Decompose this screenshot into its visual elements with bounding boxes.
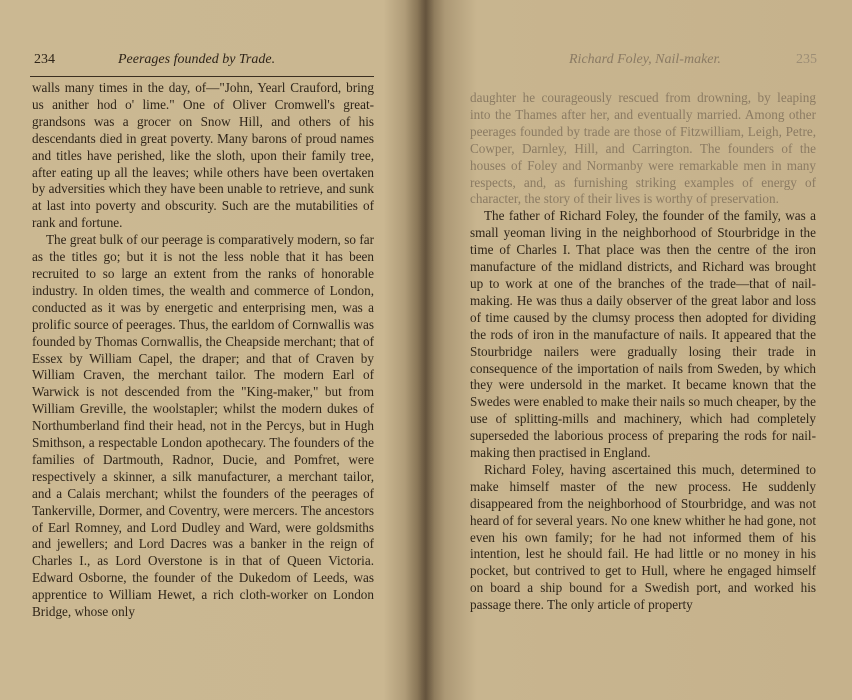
header-rule bbox=[30, 76, 374, 77]
paragraph: daughter he courageously rescued from drowning, by leaping into the Thames after her, and eventually married. Among other peerages founded by trade are those of Fitzwilliam, Leigh, Petre, Cowper, Darnley, Hill, and Carrington. The founders of the houses of Foley and Normanby were remarkable men in many respects, and, as furnishing striking examples of energy of character, the story of their lives is worthy of preservation. bbox=[470, 90, 816, 207]
paragraph: walls many times in the day, of—"John, Yearl Crauford, bring us anither hod o' lime." One of Oliver Cromwell's great-grandsons was a grocer on Snow Hill, and others of his descendants died in great poverty. Many barons of proud names and titles have perished, like the sloth, upon their family tree, after eating up all the leaves; while others have been overtaken by adversities which they have been unable to retrieve, and sunk at last into poverty and obscurity. Such are the mutabilities of rank and fortune. bbox=[32, 80, 374, 231]
left-page bbox=[0, 0, 418, 700]
paragraph: The great bulk of our peerage is comparatively modern, so far as the titles go; but it is not the less noble that it has been recruited to so large an extent from the ranks of honorable industry. In olden times, the wealth and commerce of London, conducted as it was by energetic and enterprising men, was a prolific source of peerages. Thus, the earldom of Cornwallis was founded by Thomas Cornwallis, the Cheapside merchant; that of Essex by William Capel, the draper; and that of Craven by William Craven, the merchant tailor. The modern Earl of Warwick is not descended from the "King-maker," but from William Greville, the woolstapler; whilst the modern dukes of Northumberland find their head, not in the Percys, but in Hugh Smithson, a respectable London apothecary. The founders of the families of Dartmouth, Radnor, Ducie, and Pomfret, were respectively a skinner, a silk manufacturer, a merchant tailor, and a Calais merchant; whilst the founders of the peerages of Tankerville, Dormer, and Coventry, were mercers. The ancestors of Earl Romney, and Lord Dudley and Ward, were goldsmiths and jewellers; and Lord Dacres was a banker in the reign of Charles I., as Lord Overstone is in that of Queen Victoria. Edward Osborne, the founder of the Dukedom of Leeds, was apprentice to William Hewet, a rich cloth-worker on London Bridge, whose only bbox=[32, 232, 374, 620]
paragraph: Richard Foley, having ascertained this much, determined to make himself master of the new process. He suddenly disappeared from the neighborhood of Stourbridge, and was not heard of for several years. No one knew whither he had gone, not even his own family; for he had not informed them of his intention, lest he should fail. He had little or no money in his pocket, but contrived to get to Hull, where he engaged himself on board a ship bound for a Swedish port, and worked his passage there. The only article of property bbox=[470, 461, 816, 613]
right-page-number: 235 bbox=[796, 52, 817, 67]
paragraph: The father of Richard Foley, the founder of the family, was a small yeoman living in the neighborhood of Stourbridge in the time of Charles I. That place was then the centre of the iron manufacture of the midland districts, and Richard was brought up to work at one of the branches of the trade—that of nail-making. He was thus a daily observer of the great labor and loss of time caused by the clumsy process then adopted for dividing the rods of iron in the manufacture of nails. It appeared that the Stourbridge nailers were gradually losing their trade in consequence of the importation of nails from Sweden, by which they were undersold in the market. It became known that the Swedes were enabled to make their nails so much cheaper, by the use of splitting-mills and machinery, which had completely superseded the laborious process of preparing the rods for nail-making then practised in England. bbox=[470, 208, 816, 461]
left-page-number: 234 bbox=[34, 52, 55, 67]
left-body-text bbox=[32, 80, 374, 621]
right-body-text bbox=[470, 90, 816, 614]
right-page bbox=[436, 0, 852, 700]
left-running-title: Peerages founded by Trade. bbox=[118, 52, 276, 67]
right-running-title: Richard Foley, Nail-maker. bbox=[569, 52, 721, 67]
